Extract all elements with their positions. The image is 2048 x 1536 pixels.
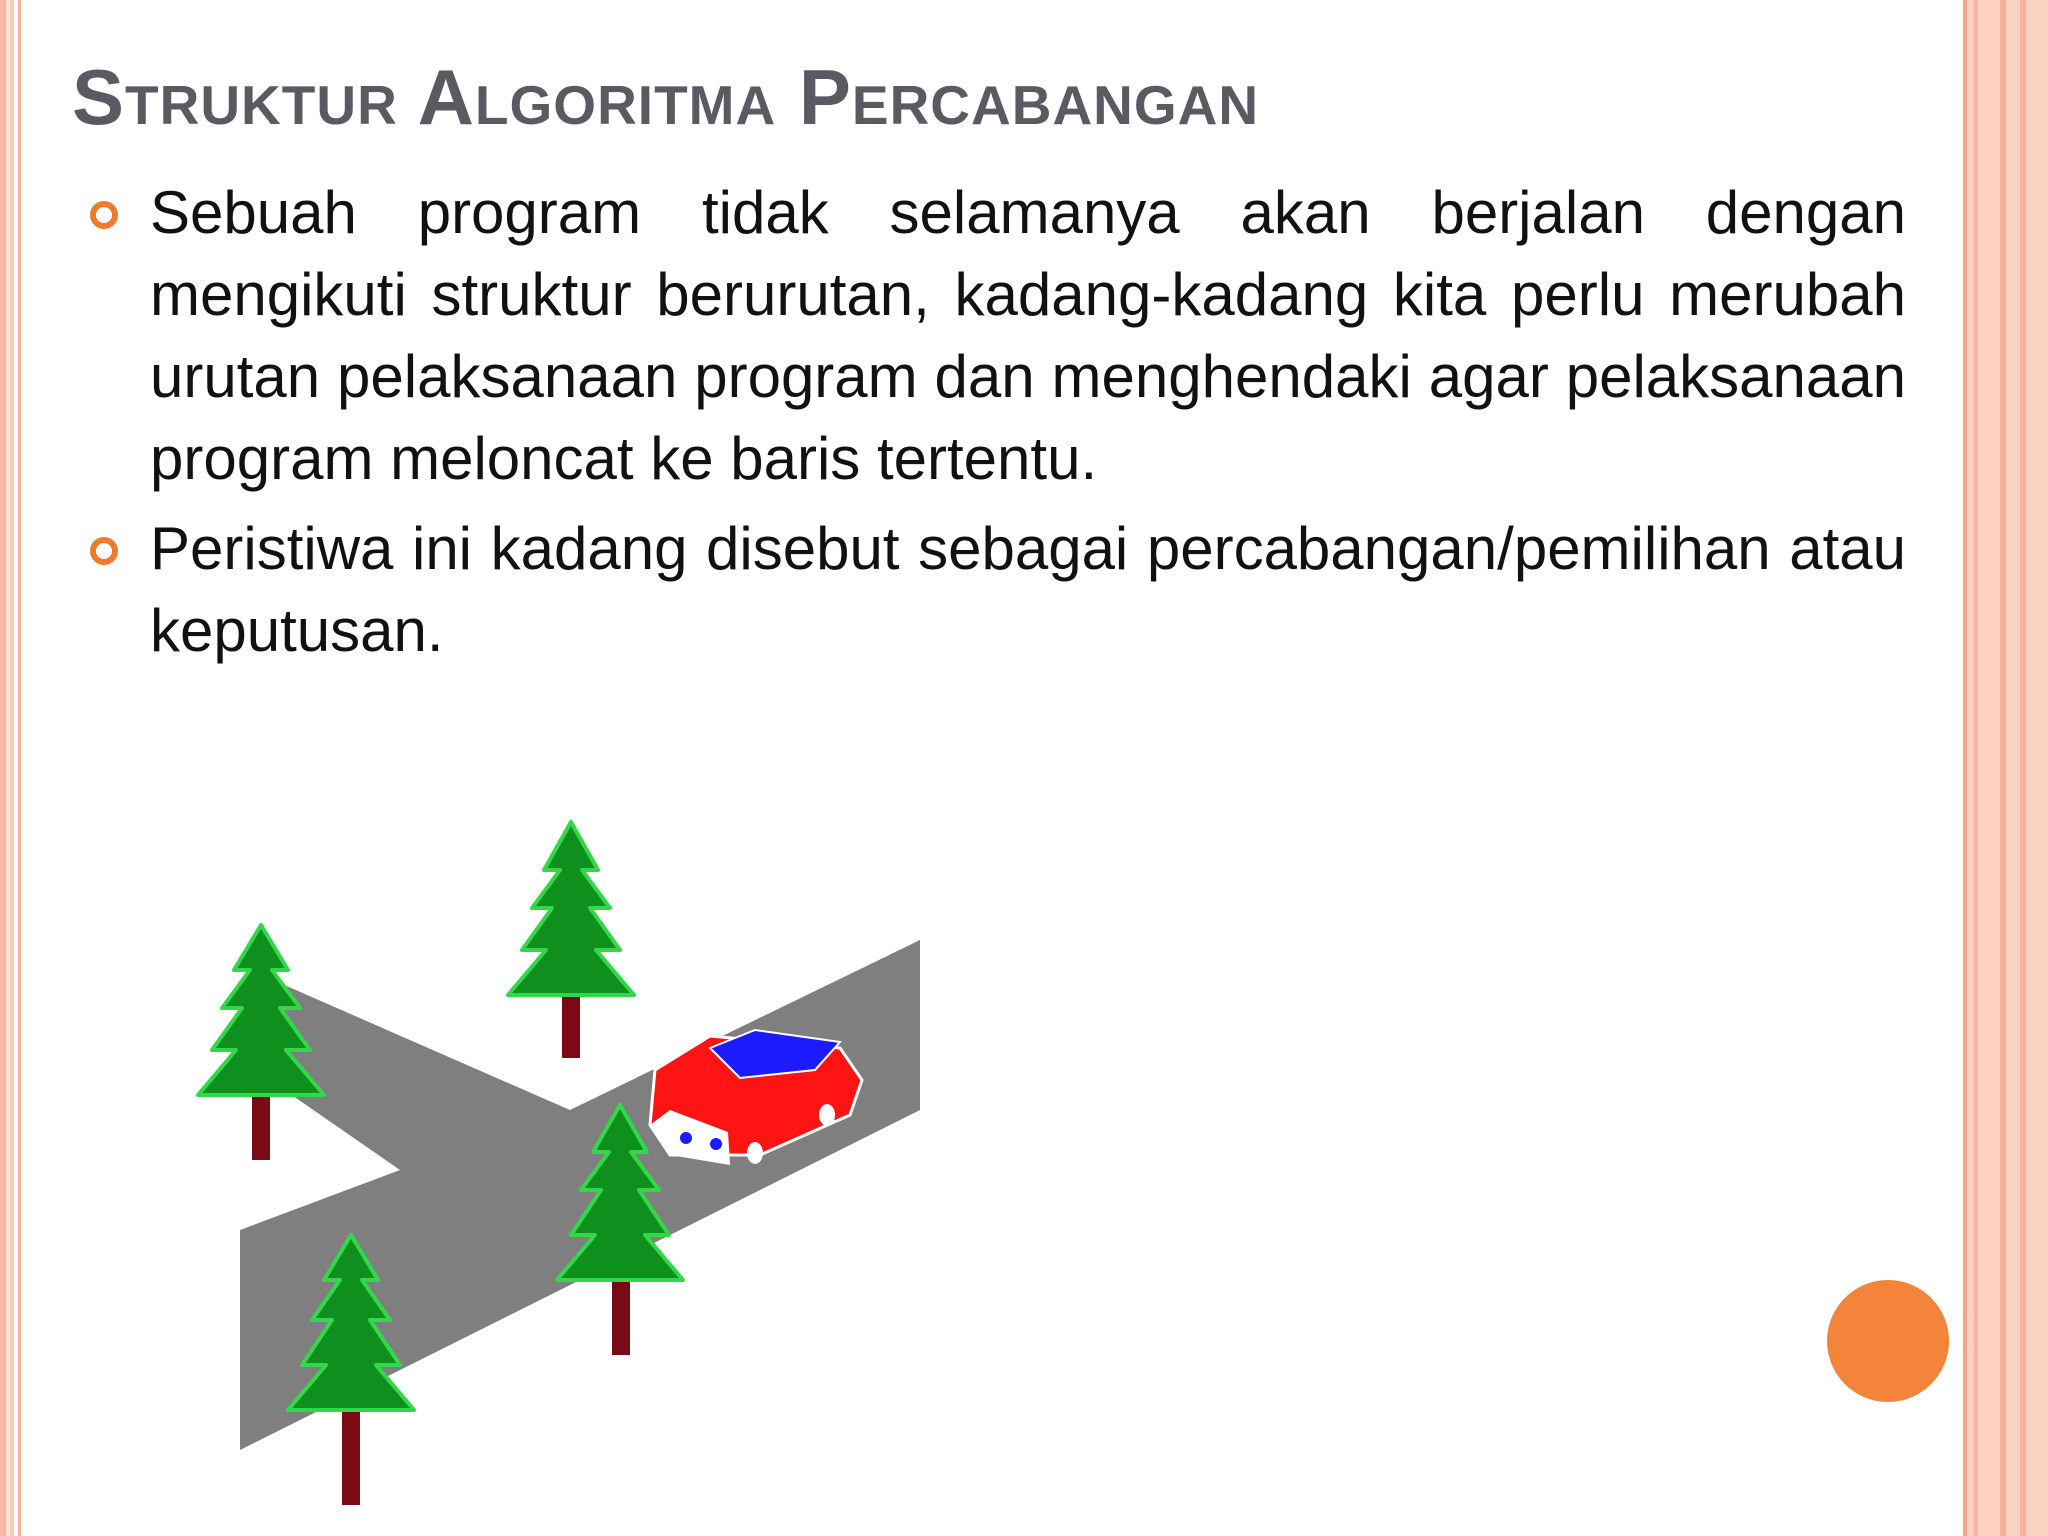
tree-icon [508,822,634,1058]
bullet-list [150,172,1906,680]
bullet-circle-icon [90,201,118,229]
bullet-item [150,172,1906,500]
right-border-line [1974,0,1978,1536]
right-border-line [2020,0,2026,1536]
left-border-line [18,0,21,1536]
road-fork-with-car-icon [150,780,950,1520]
bullet-text: Sebuah program tidak selamanya akan berjalan dengan mengikuti struktur berurutan, kadang-kadang kita perlu merubah urutan pelaksanaan program dan menghendaki agar pelaksanaan program meloncat ke baris tertentu. [150,179,1906,492]
tree-icon [198,925,324,1160]
bullet-circle-icon [90,537,118,565]
bullet-item [150,508,1906,672]
left-border-decoration [0,0,14,1536]
right-border-line [1963,0,1967,1536]
bullet-text: Peristiwa ini kadang disebut sebagai percabangan/pemilihan atau keputusan. [150,515,1906,664]
right-border-line [2000,0,2006,1536]
slide-title: Struktur Algoritma Percabangan [72,53,1260,141]
accent-circle-decoration [1827,1280,1949,1402]
right-border-decoration [1966,0,2048,1536]
